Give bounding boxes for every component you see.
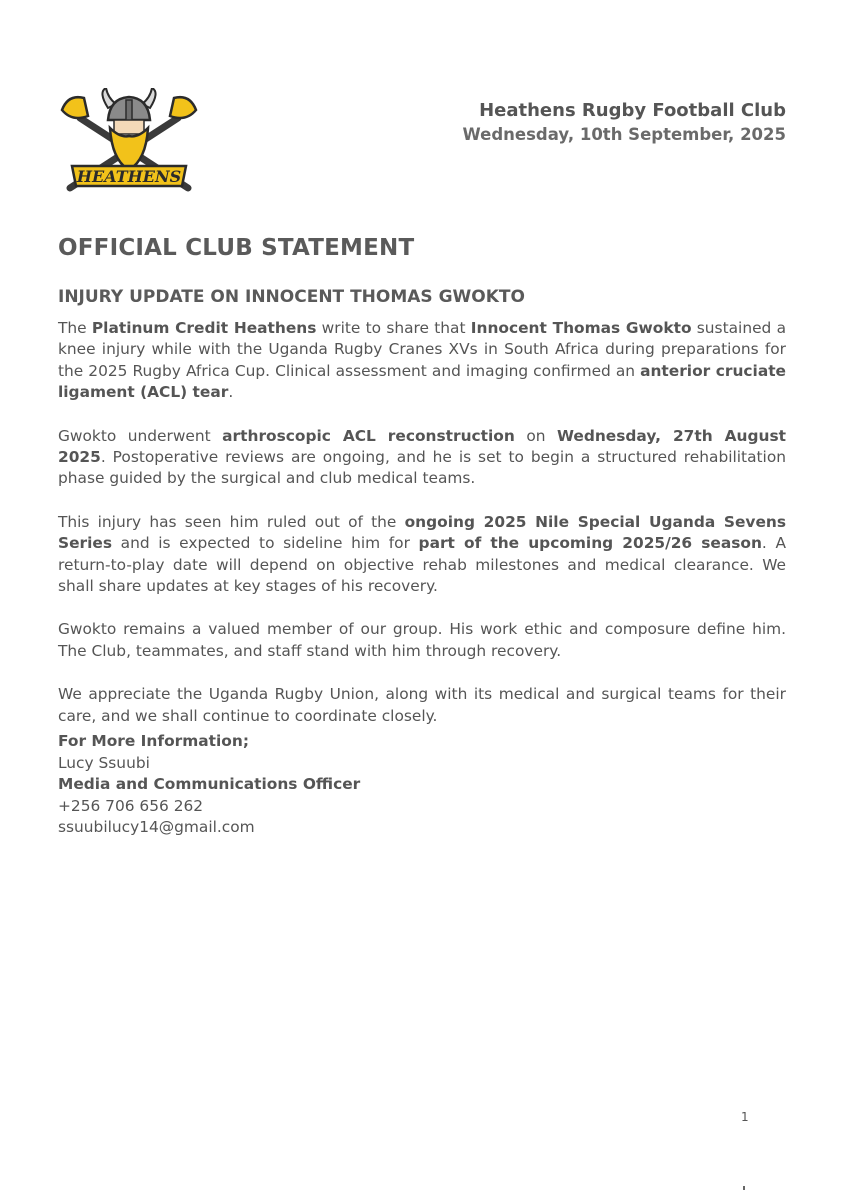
logo-wordmark: HEATHENS (76, 167, 182, 186)
p3-text-2: and is expected to sideline him for (112, 534, 419, 553)
p2-text-2: on (514, 426, 557, 445)
p1-bold-2: Innocent Thomas Gwokto (470, 319, 692, 337)
heathens-logo (58, 88, 200, 198)
contact-heading: For More Information; (58, 732, 249, 750)
contact-role: Media and Communications Officer (58, 775, 361, 794)
p1-bold-1: Platinum Credit Heathens (91, 319, 317, 337)
contact-block (58, 731, 360, 839)
p1-text-3: sustained a knee injury while with the Uganda Rugby Cranes XVs in South Africa during preparations for the 2025 Rugby Africa Cup. Clinical assessment and imaging confirmed an (58, 319, 787, 380)
paragraph-2 (58, 426, 786, 490)
statement-title: OFFICIAL CLUB STATEMENT (58, 235, 415, 261)
paragraph-4: Gwokto remains a valued member of our group. His work ethic and composure define him. The Club, teammates, and staff stand with him through recovery. (58, 620, 786, 660)
p3-bold-1: ongoing 2025 Nile Special Uganda Sevens Series (58, 512, 786, 553)
footer-mark (743, 1186, 745, 1190)
p2-bold-1: arthroscopic ACL reconstruction (222, 426, 515, 445)
p3-text-3: . A return-to-play date will depend on objective rehab milestones and medical clearance. We shall share updates at key stages of his recovery. (58, 534, 786, 596)
paragraph-3 (58, 512, 786, 598)
p2-bold-2: Wednesday, 27th August 2025 (58, 426, 786, 467)
p1-text-2: write to share that (316, 319, 471, 337)
paragraph-1 (58, 318, 786, 404)
club-name: Heathens Rugby Football Club (479, 100, 786, 121)
p1-text-1: The (58, 319, 92, 337)
letterhead (463, 99, 786, 147)
p3-bold-2: part of the upcoming 2025/26 season (418, 534, 762, 553)
statement-body (58, 318, 786, 749)
statement-subtitle: INJURY UPDATE ON INNOCENT THOMAS GWOKTO (58, 287, 525, 307)
p3-text-1: This injury has seen him ruled out of the (58, 512, 405, 531)
p1-text-4: . (228, 383, 234, 402)
contact-phone: +256 706 656 262 (58, 796, 204, 815)
contact-email: ssuubilucy14@gmail.com (58, 818, 255, 837)
p1-bold-3: anterior cruciate ligament (ACL) tear (58, 361, 787, 402)
page-number: 1 (741, 1110, 749, 1124)
statement-date: Wednesday, 10th September, 2025 (462, 125, 786, 144)
p2-text-1: Gwokto underwent (58, 426, 223, 445)
contact-name: Lucy Ssuubi (58, 753, 150, 772)
p2-text-3: . Postoperative reviews are ongoing, and he is set to begin a structured rehabilitation phase guided by the surgical and club medical teams. (58, 448, 786, 488)
paragraph-5: We appreciate the Uganda Rugby Union, along with its medical and surgical teams for their care, and we shall continue to coordinate closely. (58, 685, 786, 725)
